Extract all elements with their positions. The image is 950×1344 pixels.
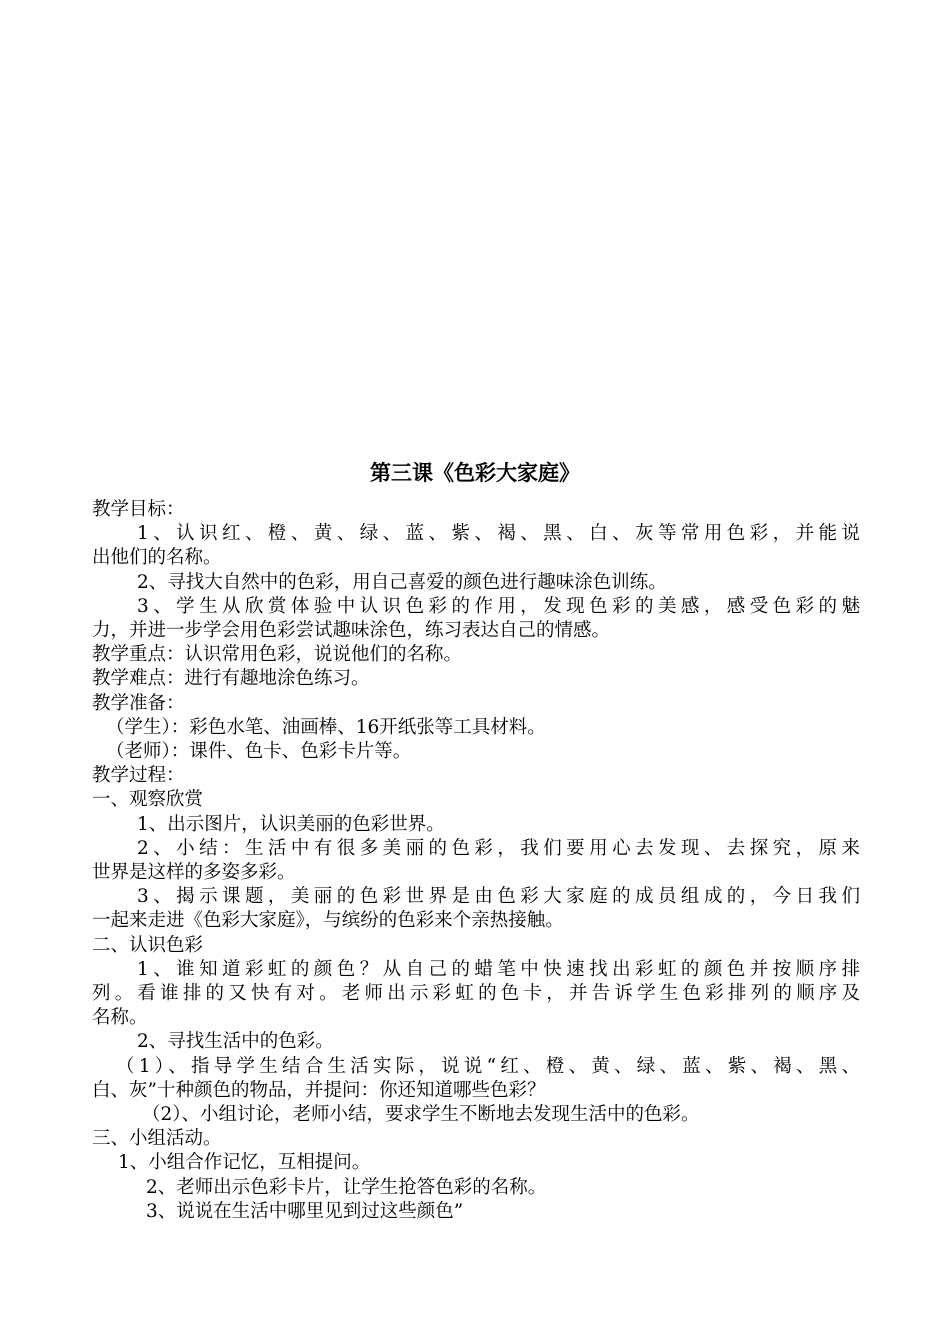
paragraph-line: 一起来走进《色彩大家庭》，与缤纷的色彩来个亲热接触。 bbox=[92, 910, 564, 932]
paragraph-line: 出他们的名称。 bbox=[92, 547, 222, 569]
paragraph-line: 3、揭示课题，美丽的色彩世界是由色彩大家庭的成员组成的，今日我们 bbox=[137, 886, 860, 908]
paragraph-line: 世界是这样的多姿多彩。 bbox=[92, 862, 296, 884]
paragraph-line: 名称。 bbox=[92, 1007, 148, 1029]
paragraph-line: 列。看谁排的又快有对。老师出示彩虹的色卡，并告诉学生色彩排列的顺序及 bbox=[92, 983, 860, 1005]
paragraph-line: 2、寻找生活中的色彩。 bbox=[137, 1031, 334, 1053]
paragraph-line: 1、谁知道彩虹的颜色？从自己的蜡笔中快速找出彩虹的颜色并按顺序排 bbox=[137, 958, 860, 980]
paragraph-line: 2、寻找大自然中的色彩，用自己喜爱的颜色进行趣味涂色训练。 bbox=[137, 571, 667, 593]
heading-preparation: 教学准备： bbox=[92, 692, 185, 714]
paragraph-line: （老师）：课件、色卡、色彩卡片等。 bbox=[106, 741, 412, 763]
heading-process: 教学过程： bbox=[92, 765, 185, 787]
heading-difficulties: 教学难点：进行有趣地涂色练习。 bbox=[92, 668, 370, 690]
paragraph-line: 1、小组合作记忆，互相提问。 bbox=[118, 1152, 371, 1174]
section-heading: 一、观察欣赏 bbox=[92, 789, 204, 811]
paragraph-line: 力，并进一步学会用色彩尝试趣味涂色，练习表达自己的情感。 bbox=[92, 620, 611, 642]
section-heading: 二、认识色彩 bbox=[92, 934, 204, 956]
paragraph-line: （学生）：彩色水笔、油画棒、16开纸张等工具材料。 bbox=[106, 716, 546, 738]
document-body bbox=[92, 498, 860, 1224]
paragraph-line: 3、学生从欣赏体验中认识色彩的作用，发现色彩的美感，感受色彩的魅 bbox=[137, 595, 860, 617]
section-heading: 三、小组活动。 bbox=[92, 1128, 222, 1150]
heading-key-points: 教学重点：认识常用色彩，说说他们的名称。 bbox=[92, 644, 463, 666]
paragraph-line: （1）、指导学生结合生活实际，说说“红、橙、黄、绿、蓝、紫、褐、黑、 bbox=[116, 1055, 860, 1077]
paragraph-line: 1、出示图片，认识美丽的色彩世界。 bbox=[137, 813, 445, 835]
paragraph-line: （2）、小组讨论，老师小结，要求学生不断地去发现生活中的色彩。 bbox=[142, 1104, 700, 1126]
paragraph-line: 白、灰”十种颜色的物品，并提问：你还知道哪些色彩？ bbox=[92, 1079, 546, 1101]
document-title: 第三课《色彩大家庭》 bbox=[370, 460, 580, 485]
paragraph-line: 1、认识红、橙、黄、绿、蓝、紫、褐、黑、白、灰等常用色彩，并能说 bbox=[137, 523, 860, 545]
paragraph-line: 2、小结：生活中有很多美丽的色彩，我们要用心去发现、去探究，原来 bbox=[137, 837, 860, 859]
paragraph-line: 2、老师出示色彩卡片，让学生抢答色彩的名称。 bbox=[146, 1176, 547, 1198]
heading-objectives: 教学目标： bbox=[92, 499, 185, 520]
paragraph-line: 3、说说在生活中哪里见到过这些颜色” bbox=[146, 1200, 464, 1222]
